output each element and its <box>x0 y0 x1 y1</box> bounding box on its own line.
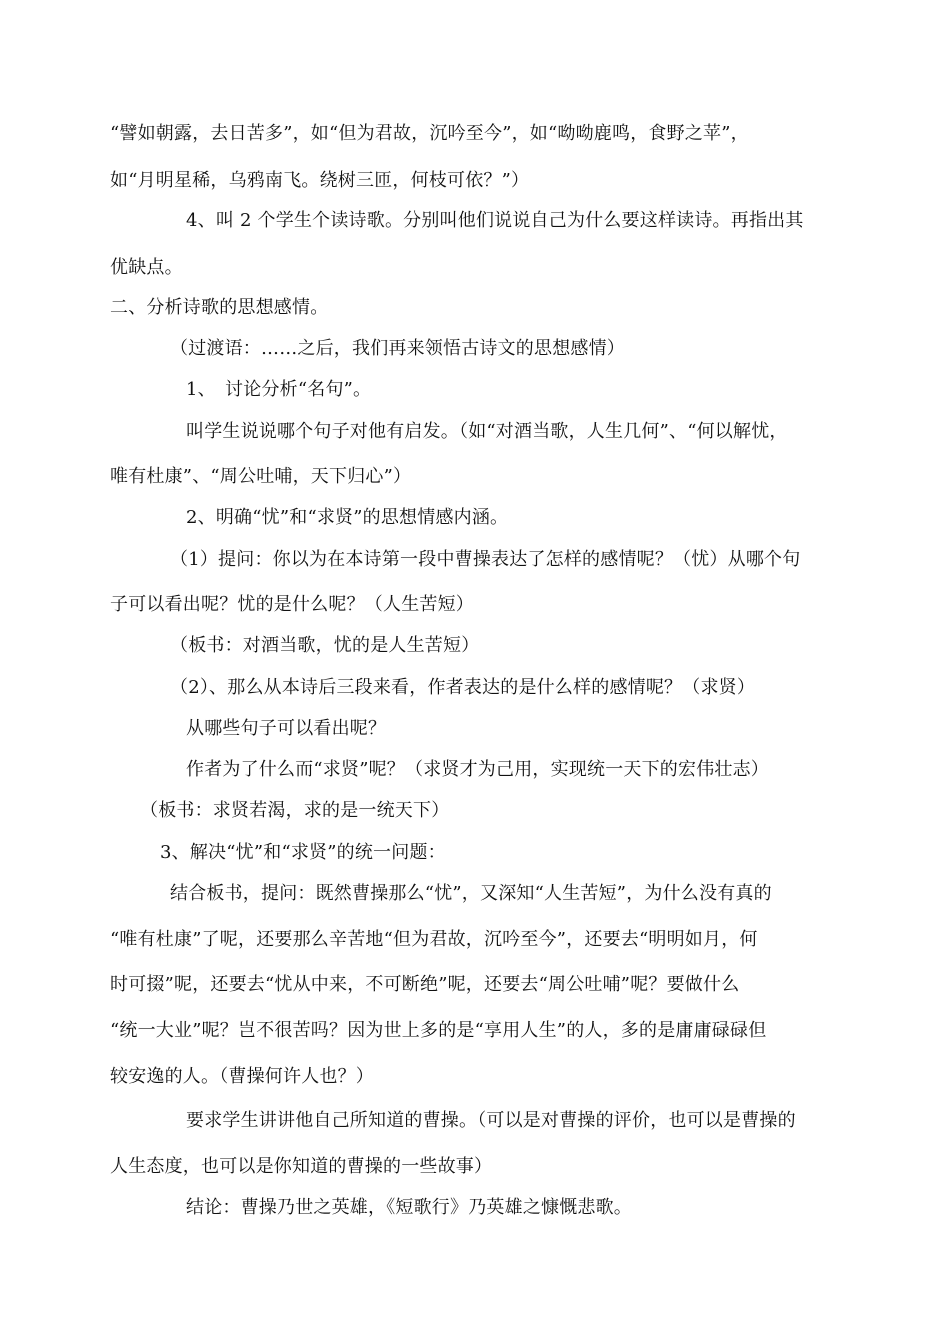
text-line: （1）提问：你以为在本诗第一段中曹操表达了怎样的感情呢？（忧）从哪个句 <box>170 549 801 570</box>
text-line: 作者为了什么而“求贤”呢？（求贤才为己用，实现统一天下的宏伟壮志） <box>186 759 770 780</box>
text-line: 较安逸的人。（曹操何许人也？） <box>110 1066 374 1087</box>
text-line: 如“月明星稀，乌鸦南飞。绕树三匝，何枝可依？”） <box>110 170 530 191</box>
text-line: 时可掇”呢，还要去“忧从中来，不可断绝”呢，还要去“周公吐哺”呢？要做什么 <box>110 974 740 995</box>
text-line: 优缺点。 <box>110 257 183 278</box>
text-line: “譬如朝露，去日苦多”，如“但为君故，沉吟至今”，如“呦呦鹿鸣，食野之苹”， <box>110 123 749 144</box>
text-line: （板书：对酒当歌，忧的是人生苦短） <box>170 635 480 656</box>
text-line: 从哪些句子可以看出呢？ <box>186 718 387 739</box>
text-line: 子可以看出呢？忧的是什么呢？（人生苦短） <box>110 594 474 615</box>
text-line: “统一大业”呢？岂不很苦吗？因为世上多的是“享用人生”的人，多的是庸庸碌碌但 <box>110 1020 767 1041</box>
text-line: （板书：求贤若渴，求的是一统天下） <box>140 800 450 821</box>
text-line: （2）、那么从本诗后三段来看，作者表达的是什么样的感情呢？（求贤） <box>170 677 756 698</box>
text-line: 人生态度，也可以是你知道的曹操的一些故事） <box>110 1156 493 1177</box>
text-line: “唯有杜康”了呢，还要那么辛苦地“但为君故，沉吟至今”，还要去“明明如月，何 <box>110 929 758 950</box>
text-line: 唯有杜康”、“周公吐哺，天下归心”） <box>110 466 412 487</box>
text-line: 结合板书，提问：既然曹操那么“忧”，又深知“人生苦短”，为什么没有真的 <box>170 883 772 904</box>
section-heading: 二、分析诗歌的思想感情。 <box>110 297 329 318</box>
text-line: 1、 讨论分析“名句”。 <box>186 379 372 400</box>
text-line: 2、明确“忧”和“求贤”的思想情感内涵。 <box>186 507 509 528</box>
text-line: 结论：曹操乃世之英雄，《短歌行》乃英雄之慷慨悲歌。 <box>186 1197 632 1218</box>
text-line: 4、叫 2 个学生个读诗歌。分别叫他们说说自己为什么要这样读诗。再指出其 <box>186 210 804 231</box>
text-line: 3、解决“忧”和“求贤”的统一问题： <box>160 842 446 863</box>
text-line: （过渡语：……之后，我们再来领悟古诗文的思想感情） <box>170 338 625 359</box>
text-line: 叫学生说说哪个句子对他有启发。（如“对酒当歌，人生几何”、“何以解忧， <box>186 421 788 442</box>
text-line: 要求学生讲讲他自己所知道的曹操。（可以是对曹操的评价，也可以是曹操的 <box>186 1110 796 1131</box>
